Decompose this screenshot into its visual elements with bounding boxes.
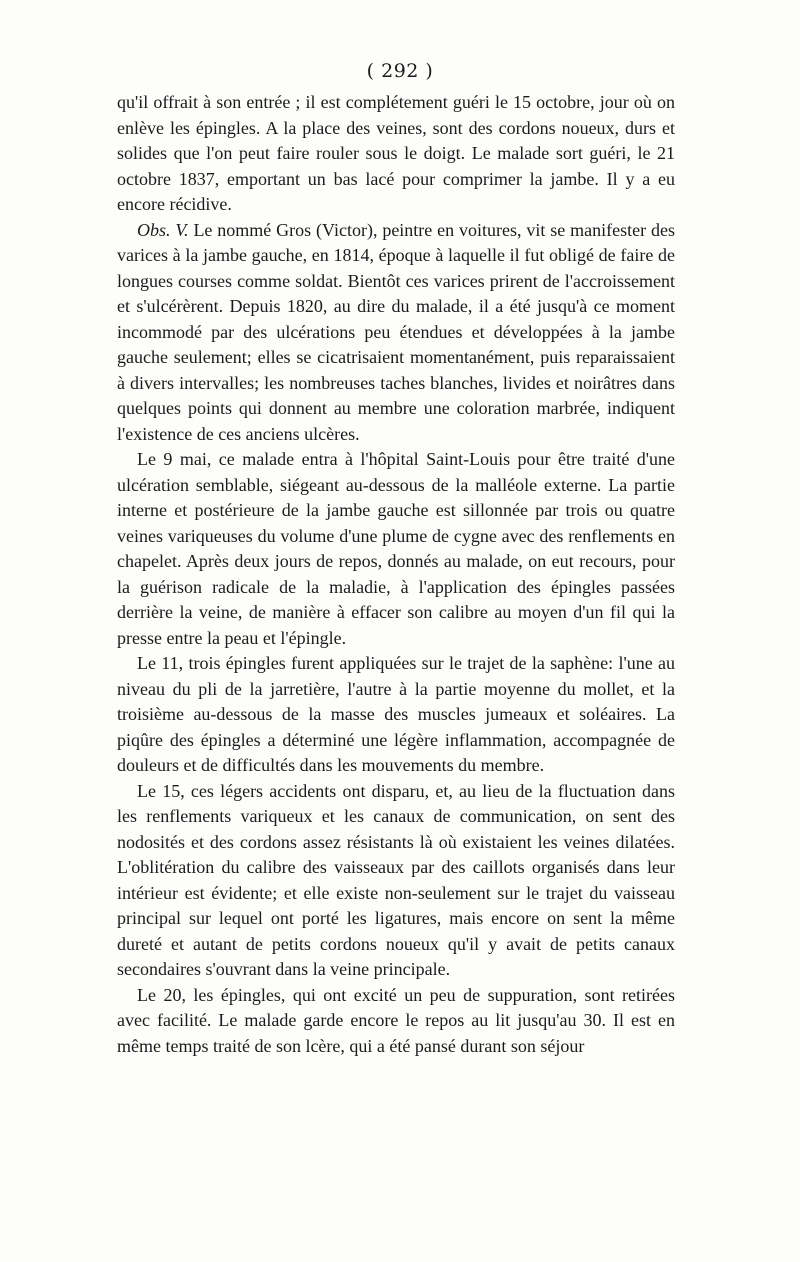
paragraph: Le 15, ces légers accidents ont disparu, et, au lieu de la fluctuation dans les renflements variqueux et les canaux de communication, on sent des nodosités et des cordons assez résistants là où existaient les veines dilatées. L'oblitération du calibre des vaisseaux par des caillots organisés dans leur intérieur est évidente; et elle existe non-seulement sur le trajet du vaisseau principal sur lequel ont porté les ligatures, mais encore on sent la même dureté et autant de petits cordons noueux qu'il y avait de petits canaux secondaires s'ouvrant dans la veine principale. [117, 780, 675, 979]
paragraph: Le 20, les épingles, qui ont excité un peu de suppuration, sont retirées avec facilité. Le malade garde encore le repos au lit jusqu'au 30. Il est en même temps traité de son lcère, qui a été pansé durant son séjour [117, 984, 675, 1056]
body-text [117, 90, 675, 1059]
paragraph-observation-v [117, 218, 675, 448]
paragraph: Le 11, trois épingles furent appliquées sur le trajet de la saphène: l'une au niveau du pli de la jarretière, l'autre à la partie moyenne du mollet, et la troisième au-dessous de la masse des muscles jumeaux et soléaires. La piqûre des épingles a déterminé une légère inflammation, accompagnée de douleurs et de difficultés dans les mouvements du membre. [117, 653, 675, 775]
observation-label: Obs. V. [137, 219, 189, 240]
paragraph: qu'il offrait à son entrée ; il est complétement guéri le 15 octobre, jour où on enlève les épingles. A la place des veines, sont des cordons noueux, durs et solides que l'on peut faire rouler sous le doigt. Le malade sort guéri, le 21 octobre 1837, emportant un bas lacé pour comprimer la jambe. Il y a eu encore récidive. [117, 92, 675, 214]
page-number: ( 292 ) [366, 60, 434, 82]
paragraph: Le 9 mai, ce malade entra à l'hôpital Saint-Louis pour être traité d'une ulcération semblable, siégeant au-dessous de la malléole externe. La partie interne et postérieure de la jambe gauche est sillonnée par trois ou quatre veines variqueuses du volume d'une plume de cygne avec des renflements en chapelet. Après deux jours de repos, donnés au malade, on eut recours, pour la guérison radicale de la maladie, à l'application des épingles passées derrière la veine, de manière à effacer son calibre au moyen d'un fil qui la presse entre la peau et l'épingle. [117, 449, 675, 648]
paragraph-text: Le nommé Gros (Victor), peintre en voitures, vit se manifester des varices à la jambe gauche, en 1814, époque à laquelle il fut obligé de faire de longues courses comme soldat. Bientôt ces varices prirent de l'accroissement et s'ulcérèrent. Depuis 1820, au dire du malade, il a été jusqu'à ce moment incommodé par des ulcérations peu étendues et développées à la jambe gauche seulement; elles se cicatrisaient momentanément, puis reparaissaient à divers intervalles; les nombreuses taches blanches, livides et noirâtres dans quelques points qui donnent au membre une coloration marbrée, indiquent l'existence de ces anciens ulcères. [117, 219, 675, 444]
